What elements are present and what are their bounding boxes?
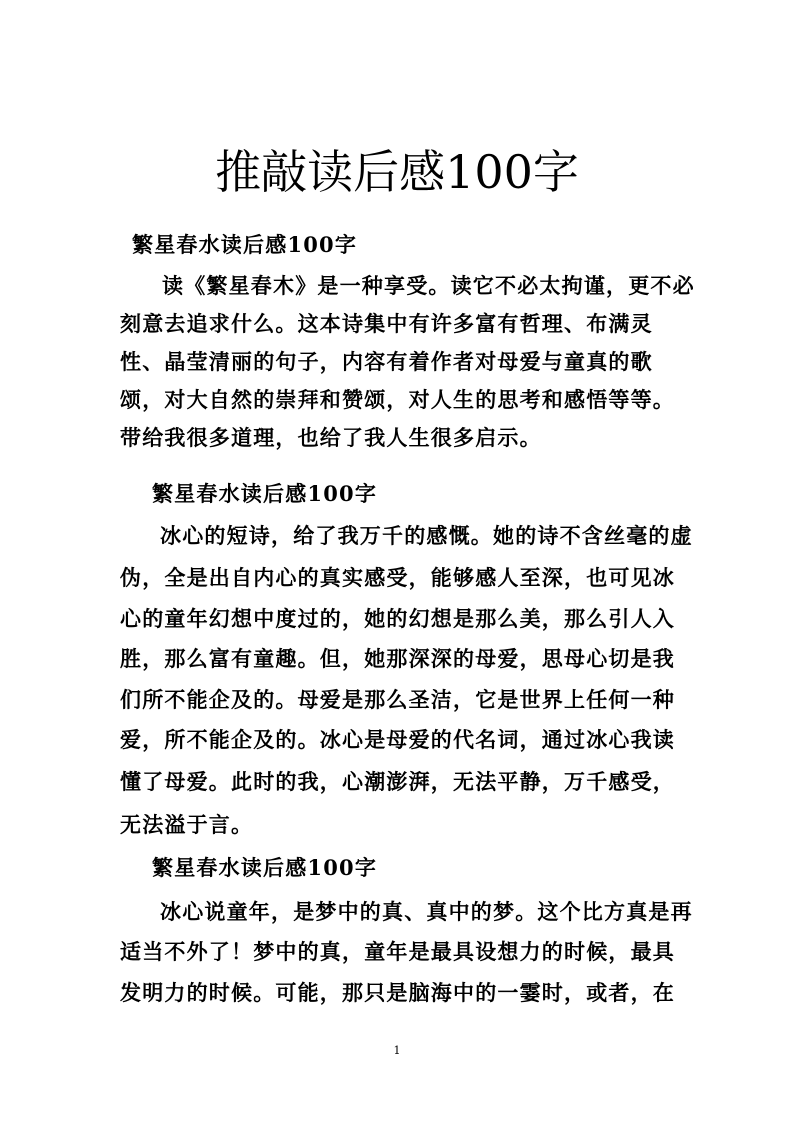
paragraph-line: 性、晶莹清丽的句子，内容有着作者对母爱与童真的歌	[120, 349, 653, 374]
paragraph-line: 无法溢于言。	[120, 812, 254, 837]
paragraph-line: 胜，那么富有童趣。但，她那深深的母爱，思母心切是我	[120, 646, 675, 671]
paragraph-line: 爱，所不能企及的。冰心是母爱的代名词，通过冰心我读	[120, 727, 675, 752]
paragraph-line: 冰心的短诗，给了我万千的感慨。她的诗不含丝毫的虚	[160, 523, 693, 548]
document-title: 推敲读后感100字	[215, 145, 579, 199]
paragraph-line: 颂，对大自然的崇拜和赞颂，对人生的思考和感悟等等。	[120, 387, 675, 412]
section-heading: 繁星春水读后感100字	[152, 481, 378, 506]
paragraph-line: 们所不能企及的。母爱是那么圣洁，它是世界上任何一种	[120, 687, 675, 712]
paragraph-line: 冰心说童年，是梦中的真、真中的梦。这个比方真是再	[160, 899, 693, 924]
page-number: 1	[393, 1044, 401, 1057]
paragraph-line: 读《繁星春木》是一种享受。读它不必太拘谨，更不必	[162, 273, 695, 298]
paragraph-line: 带给我很多道理，也给了我人生很多启示。	[120, 425, 542, 450]
paragraph-line: 发明力的时候。可能，那只是脑海中的一霎时，或者，在	[120, 980, 675, 1005]
paragraph-line: 刻意去追求什么。这本诗集中有许多富有哲理、布满灵	[120, 311, 653, 336]
section-heading: 繁星春水读后感100字	[152, 855, 378, 880]
paragraph-line: 心的童年幻想中度过的，她的幻想是那么美，那么引人入	[120, 606, 675, 631]
paragraph-line: 适当不外了！梦中的真，童年是最具设想力的时候，最具	[120, 939, 675, 964]
paragraph-line: 伪，全是出自内心的真实感受，能够感人至深，也可见冰	[120, 565, 675, 590]
paragraph-line: 懂了母爱。此时的我，心潮澎湃，无法平静，万千感受，	[120, 769, 675, 794]
section-heading: 繁星春水读后感100字	[132, 232, 358, 257]
